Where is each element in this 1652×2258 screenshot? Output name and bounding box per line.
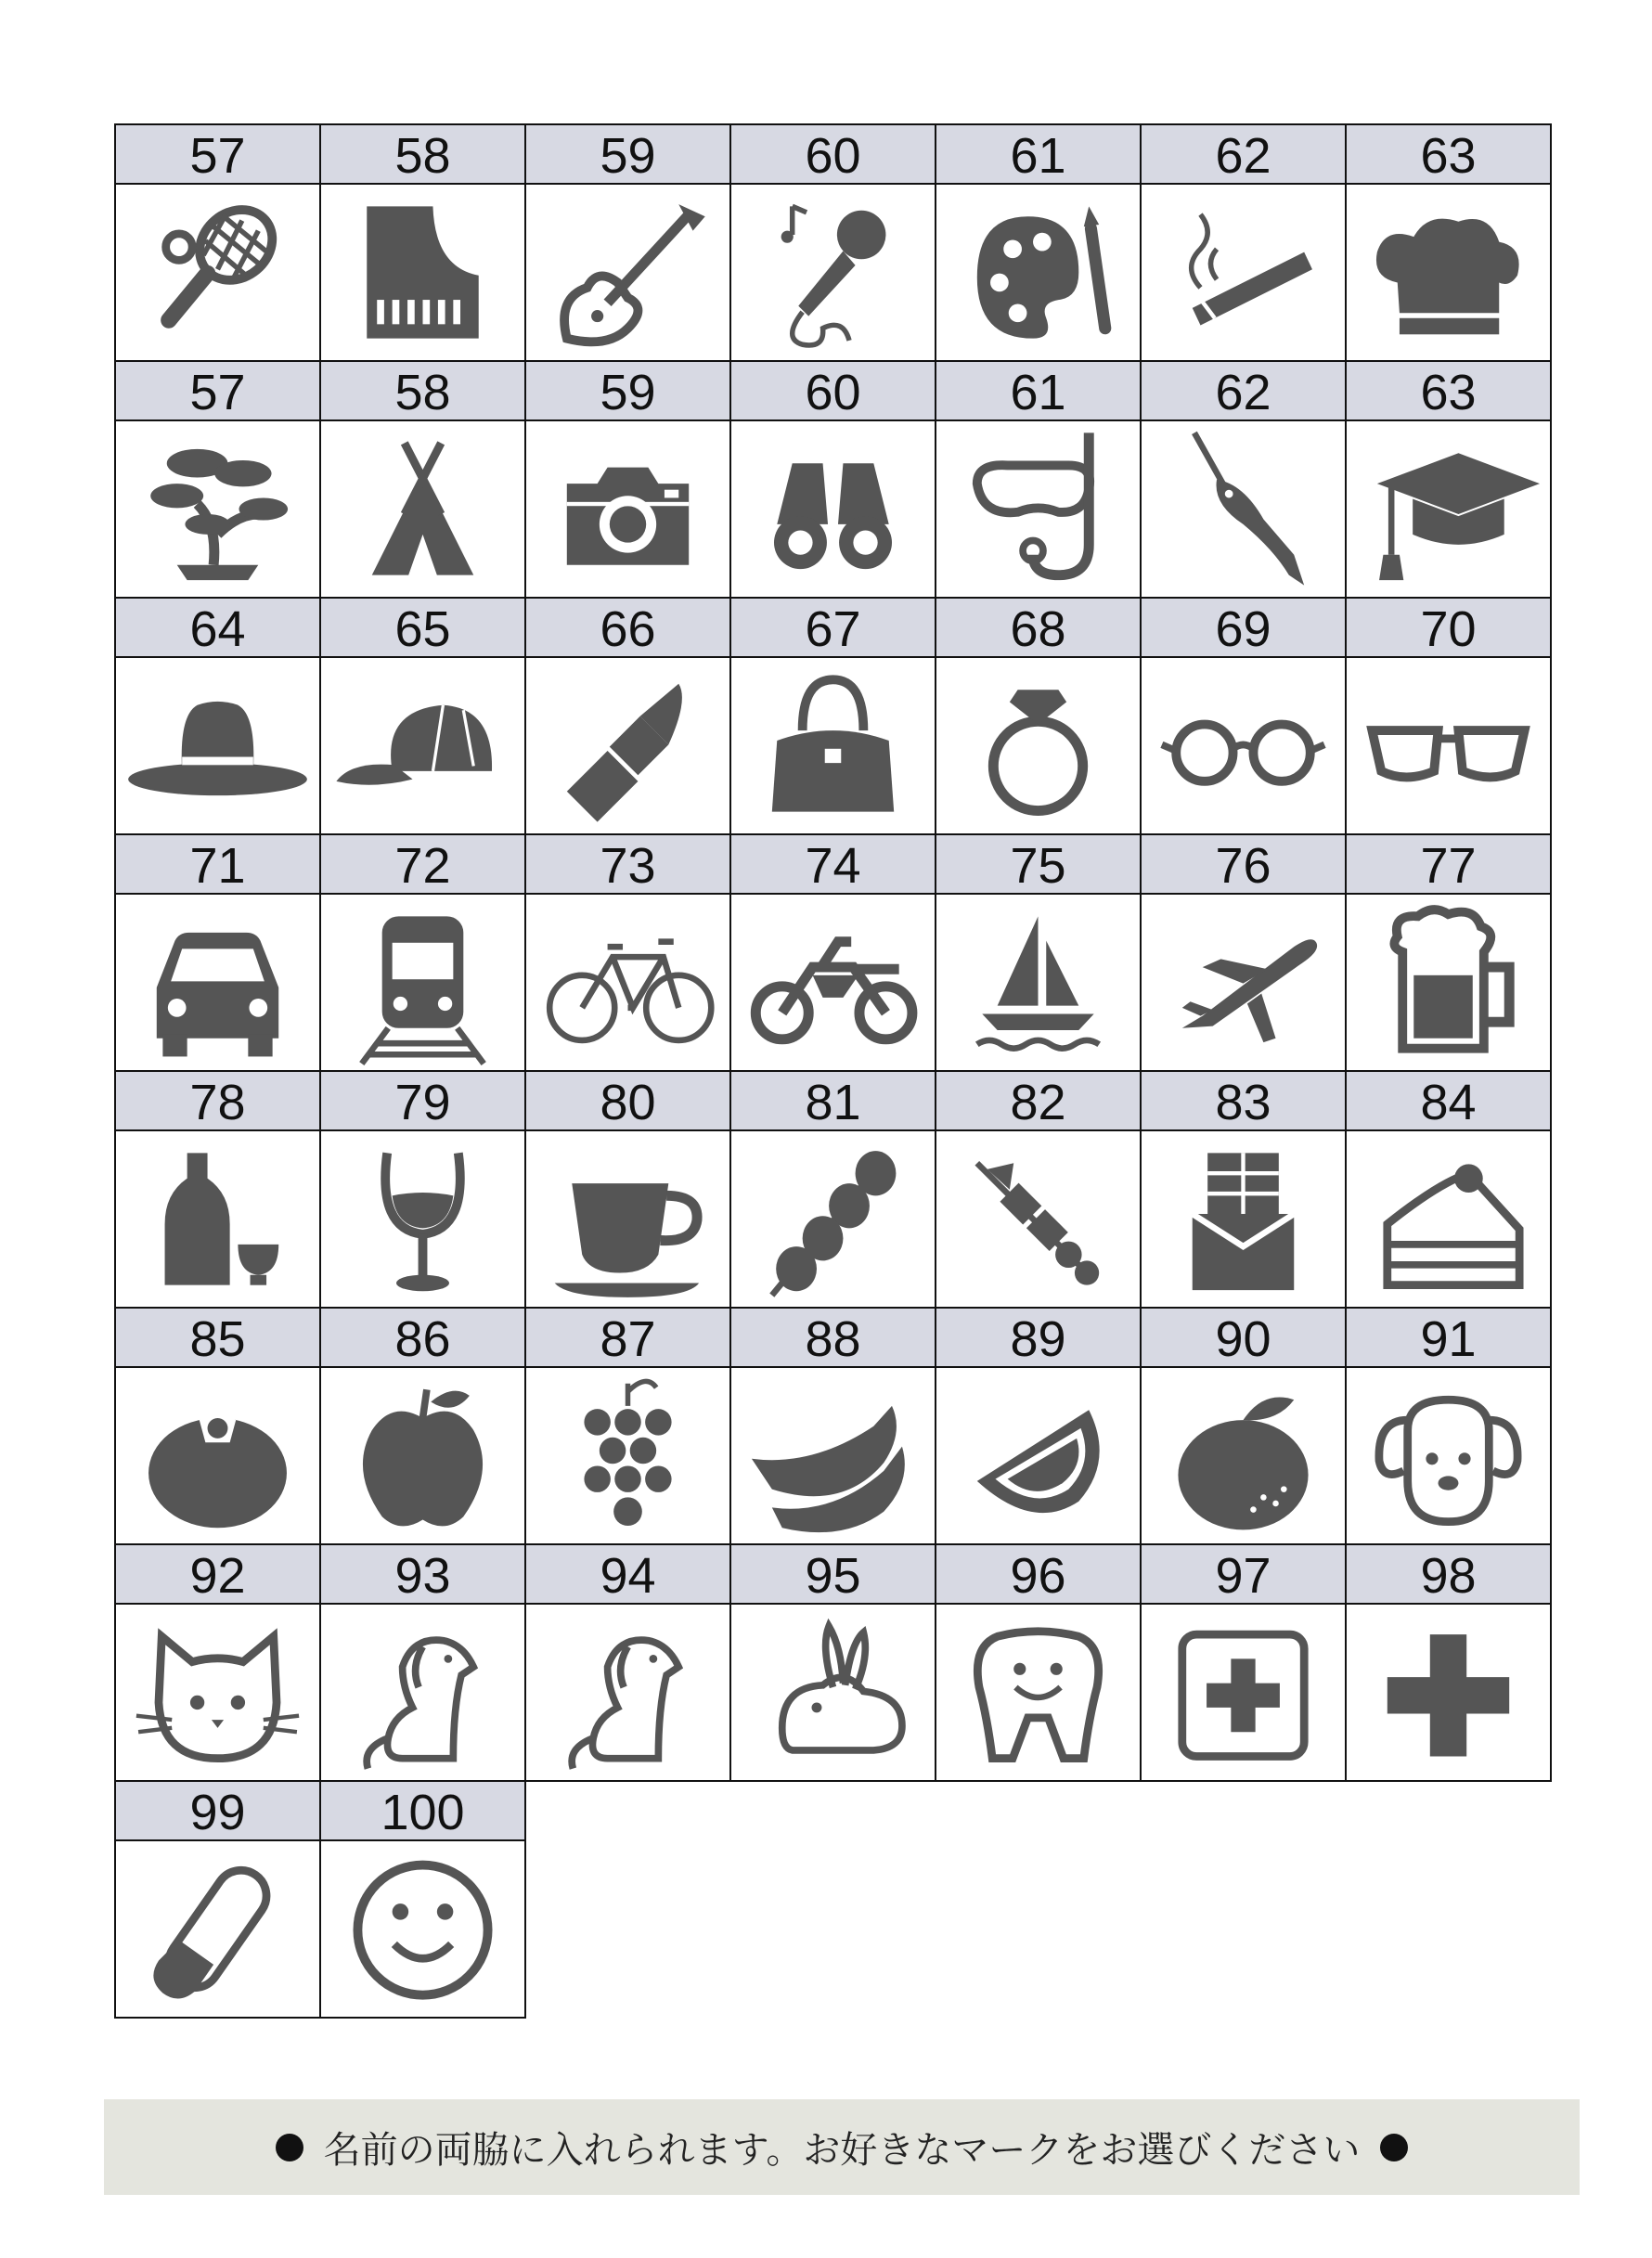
icon-number: 80 [526, 1072, 729, 1131]
icon-number: 61 [936, 125, 1140, 185]
icon-cell[interactable] [319, 123, 526, 362]
icon-number: 74 [731, 835, 935, 895]
icon-number: 83 [1142, 1072, 1345, 1131]
motorcycle-icon [731, 895, 935, 1070]
dango-icon [731, 1131, 935, 1307]
icon-cell[interactable] [1140, 360, 1347, 599]
icon-number: 65 [321, 599, 524, 658]
icon-cell[interactable] [1345, 1307, 1552, 1545]
icon-number: 93 [321, 1545, 524, 1605]
icon-cell[interactable] [524, 1070, 731, 1309]
sunglasses-icon [1347, 658, 1550, 833]
icon-number: 81 [731, 1072, 935, 1131]
icon-number: 57 [116, 362, 319, 421]
icon-number: 89 [936, 1309, 1140, 1368]
first-aid-box-icon [1142, 1605, 1345, 1780]
icon-cell[interactable] [114, 1780, 321, 2019]
icon-number: 97 [1142, 1545, 1345, 1605]
tennis-racket-icon [116, 185, 319, 360]
icon-number: 87 [526, 1309, 729, 1368]
coffee-cup-icon [526, 1131, 729, 1307]
tooth-icon [936, 1605, 1140, 1780]
icon-cell[interactable] [1345, 1070, 1552, 1309]
icon-cell[interactable] [729, 1070, 936, 1309]
icon-cell[interactable] [1345, 360, 1552, 599]
handbag-icon [731, 658, 935, 833]
icon-number: 69 [1142, 599, 1345, 658]
icon-cell[interactable] [524, 597, 731, 835]
fedora-hat-icon [116, 658, 319, 833]
cigarette-icon [1142, 185, 1345, 360]
icon-cell[interactable] [729, 1307, 936, 1545]
grapes-icon [526, 1368, 729, 1543]
diamond-ring-icon [936, 658, 1140, 833]
footer-note [104, 2099, 1580, 2195]
icon-number: 70 [1347, 599, 1550, 658]
icon-number: 77 [1347, 835, 1550, 895]
cake-slice-icon [1347, 1131, 1550, 1307]
baseball-cap-icon [321, 658, 524, 833]
icon-cell[interactable] [935, 1543, 1142, 1782]
icon-cell[interactable] [524, 1543, 731, 1782]
icon-number: 82 [936, 1072, 1140, 1131]
medical-cross-icon [1347, 1605, 1550, 1780]
sitting-dog-icon [526, 1605, 729, 1780]
icon-number: 59 [526, 125, 729, 185]
icon-number: 64 [116, 599, 319, 658]
icon-cell[interactable] [319, 1307, 526, 1545]
train-icon [321, 895, 524, 1070]
icon-number: 96 [936, 1545, 1140, 1605]
sailboat-icon [936, 895, 1140, 1070]
icon-number: 78 [116, 1072, 319, 1131]
lipstick-icon [526, 658, 729, 833]
icon-number: 79 [321, 1072, 524, 1131]
icon-number: 71 [116, 835, 319, 895]
icon-cell[interactable] [729, 123, 936, 362]
icon-number: 66 [526, 599, 729, 658]
icon-number: 59 [526, 362, 729, 421]
airplane-icon [1142, 895, 1345, 1070]
car-icon [116, 895, 319, 1070]
icon-number: 75 [936, 835, 1140, 895]
chocolate-icon [1142, 1131, 1345, 1307]
persimmon-icon [116, 1368, 319, 1543]
sake-bottle-icon [116, 1131, 319, 1307]
icon-cell[interactable] [935, 123, 1142, 362]
footer-text: 名前の両脇に入れられます。お好きなマークをお選びください [323, 2129, 1361, 2172]
icon-cell[interactable] [319, 1070, 526, 1309]
icon-cell[interactable] [729, 360, 936, 599]
icon-number: 98 [1347, 1545, 1550, 1605]
icon-cell[interactable] [1345, 1543, 1552, 1782]
bullet-dot-right [1380, 2134, 1408, 2161]
wine-glass-icon [321, 1131, 524, 1307]
fishing-icon [1142, 421, 1345, 597]
icon-number: 72 [321, 835, 524, 895]
dog-face-icon [1347, 1368, 1550, 1543]
bicycle-icon [526, 895, 729, 1070]
icon-cell[interactable] [1140, 1543, 1347, 1782]
icon-cell[interactable] [1345, 123, 1552, 362]
icon-number: 62 [1142, 125, 1345, 185]
tent-icon [321, 421, 524, 597]
piano-icon [321, 185, 524, 360]
icon-cell[interactable] [1140, 1070, 1347, 1309]
icon-cell[interactable] [114, 597, 321, 835]
icon-cell[interactable] [1345, 597, 1552, 835]
icon-cell[interactable] [319, 1780, 526, 2019]
banana-icon [731, 1368, 935, 1543]
icon-number: 62 [1142, 362, 1345, 421]
icon-cell[interactable] [935, 360, 1142, 599]
icon-number: 63 [1347, 362, 1550, 421]
icon-number: 88 [731, 1309, 935, 1368]
graduation-cap-icon [1347, 421, 1550, 597]
icon-cell[interactable] [524, 360, 731, 599]
camera-icon [526, 421, 729, 597]
capsule-pill-icon [116, 1841, 319, 2017]
icon-cell[interactable] [524, 1307, 731, 1545]
icon-number: 58 [321, 125, 524, 185]
icon-cell[interactable] [935, 597, 1142, 835]
icon-cell[interactable] [729, 833, 936, 1072]
snorkel-mask-icon [936, 421, 1140, 597]
apple-icon [321, 1368, 524, 1543]
bonsai-icon [116, 421, 319, 597]
icon-cell[interactable] [319, 360, 526, 599]
icon-number: 99 [116, 1782, 319, 1841]
icon-number: 61 [936, 362, 1140, 421]
icon-number: 84 [1347, 1072, 1550, 1131]
icon-number: 60 [731, 362, 935, 421]
icon-cell[interactable] [935, 1307, 1142, 1545]
beer-mug-icon [1347, 895, 1550, 1070]
icon-cell[interactable] [319, 833, 526, 1072]
icon-cell[interactable] [1140, 123, 1347, 362]
icon-cell[interactable] [114, 123, 321, 362]
icon-number: 94 [526, 1545, 729, 1605]
icon-number: 100 [321, 1782, 524, 1841]
icon-number: 76 [1142, 835, 1345, 895]
icon-cell[interactable] [524, 833, 731, 1072]
icon-cell[interactable] [114, 833, 321, 1072]
paint-palette-icon [936, 185, 1140, 360]
icon-cell[interactable] [1345, 833, 1552, 1072]
icon-cell[interactable] [729, 597, 936, 835]
icon-cell[interactable] [114, 1070, 321, 1309]
skewer-icon [936, 1131, 1140, 1307]
icon-cell[interactable] [729, 1543, 936, 1782]
binoculars-icon [731, 421, 935, 597]
icon-number: 60 [731, 125, 935, 185]
icon-number: 68 [936, 599, 1140, 658]
icon-cell[interactable] [1140, 1307, 1347, 1545]
icon-cell[interactable] [935, 833, 1142, 1072]
electric-guitar-icon [526, 185, 729, 360]
icon-cell[interactable] [524, 123, 731, 362]
rabbit-icon [731, 1605, 935, 1780]
icon-number: 90 [1142, 1309, 1345, 1368]
icon-number: 91 [1347, 1309, 1550, 1368]
icon-cell[interactable] [114, 1543, 321, 1782]
icon-number: 92 [116, 1545, 319, 1605]
icon-number: 86 [321, 1309, 524, 1368]
bullet-dot-left [276, 2134, 303, 2161]
icon-cell[interactable] [1140, 597, 1347, 835]
icon-number: 85 [116, 1309, 319, 1368]
icon-cell[interactable] [935, 1070, 1142, 1309]
microphone-icon [731, 185, 935, 360]
round-glasses-icon [1142, 658, 1345, 833]
chef-hat-icon [1347, 185, 1550, 360]
tangerine-icon [1142, 1368, 1345, 1543]
icon-number: 73 [526, 835, 729, 895]
icon-cell[interactable] [114, 360, 321, 599]
icon-cell[interactable] [319, 597, 526, 835]
cat-face-icon [116, 1605, 319, 1780]
watermelon-icon [936, 1368, 1140, 1543]
smiley-face-icon [321, 1841, 524, 2017]
icon-number: 95 [731, 1545, 935, 1605]
icon-cell[interactable] [1140, 833, 1347, 1072]
sitting-dog-icon [321, 1605, 524, 1780]
icon-number: 67 [731, 599, 935, 658]
icon-number: 57 [116, 125, 319, 185]
icon-number: 63 [1347, 125, 1550, 185]
icon-cell[interactable] [114, 1307, 321, 1545]
icon-cell[interactable] [319, 1543, 526, 1782]
icon-number: 58 [321, 362, 524, 421]
